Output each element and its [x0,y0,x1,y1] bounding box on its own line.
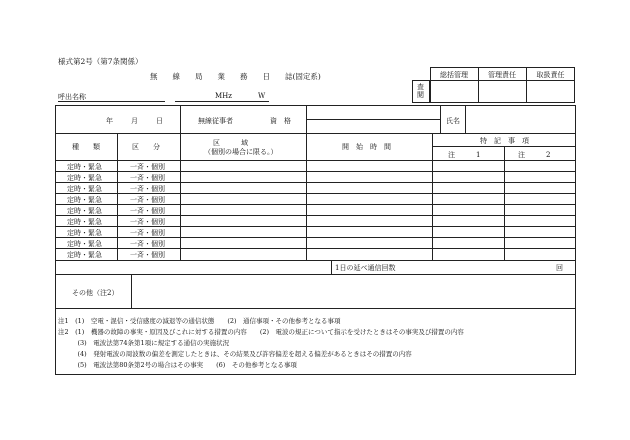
row-division: 一斉・個別 [130,196,165,204]
note-line-1: 注1 (1) 空電・混信・受信感度の減退等の通信状態 (2) 通信事項・その他参考となる事項 [58,317,341,325]
row-divider [55,204,576,205]
note-line-5: (5) 電波法第80条第2号の場合はその事実 (6) その他参考となる事項 [58,361,297,369]
approval-label-handling: 取扱責任 [536,71,565,79]
row-division: 一斉・個別 [130,218,165,226]
frequency-underline [175,101,269,102]
col-header-note2: 注 2 [518,151,551,159]
row-divider [55,193,576,194]
operator-label: 無線従事者 [198,117,233,125]
col-header-note1: 注 1 [448,151,481,159]
day-label: 日 [156,117,163,125]
row-divider [55,182,576,183]
other-label: その他（注2） [72,289,119,297]
row-division: 一斉・個別 [130,185,165,193]
row-type: 定時・緊急 [67,163,102,171]
row-type: 定時・緊急 [67,174,102,182]
month-label: 月 [131,117,138,125]
col-header-time: 開 始 時 間 [342,143,391,151]
row-division: 一斉・個別 [130,229,165,237]
row-divider [55,215,576,216]
row-division: 一斉・個別 [130,163,165,171]
approval-label-management: 管理責任 [488,71,516,79]
row-division: 一斉・個別 [130,174,165,182]
year-label: 年 [106,117,113,125]
qualification-divider [306,119,440,120]
note-line-3: (3) 電波法第74条第1項に規定する通信の実施状況 [58,339,230,347]
row-division: 一斉・個別 [130,251,165,259]
col-header-area-sub: （個別の場合に限る。） [204,148,278,156]
name-divider [465,105,466,133]
name-label: 氏名 [446,117,460,125]
row-type: 定時・緊急 [67,207,102,215]
col-header-division: 区 分 [132,143,160,151]
row-division: 一斉・個別 [130,240,165,248]
note-line-2: 注2 (1) 機器の故障の事実・原因及びこれに対する措置の内容 (2) 電波の規正について指示を受けたときはその事実及び措置の内容 [58,328,464,336]
col-header-area: 区 域 [213,139,248,147]
row-type: 定時・緊急 [67,196,102,204]
callsign-label: 呼出名称 [58,93,86,101]
row-type: 定時・緊急 [67,229,102,237]
form-number: 様式第2号（第7条関係） [58,57,143,66]
approval-label-general: 総括管理 [440,71,468,79]
page-title: 無 線 局 業 務 日 誌(固定系) [150,72,321,81]
note-line-4: (4) 発射電波の周波数の偏差を測定したときは、その結果及び許容偏差を超える偏差があるときはその措置の内容 [58,350,412,358]
callsign-underline [58,101,165,102]
mhz-label: MHz [215,92,232,100]
qualification-label: 資 格 [270,117,291,125]
row-divider [55,237,576,238]
row-divider [55,248,576,249]
row-type: 定時・緊急 [67,240,102,248]
total-unit: 回 [556,264,563,272]
inspection-label: 査閲 [417,83,424,99]
row-division: 一斉・個別 [130,207,165,215]
w-label: W [258,92,266,100]
row-divider [55,171,576,172]
row-type: 定時・緊急 [67,218,102,226]
row-type: 定時・緊急 [67,251,102,259]
col-header-remarks: 特 記 事 項 [480,137,529,145]
row-type: 定時・緊急 [67,185,102,193]
total-label: 1日の延べ通信回数 [335,264,396,272]
row-divider [55,226,576,227]
col-header-type: 種 類 [72,143,100,151]
